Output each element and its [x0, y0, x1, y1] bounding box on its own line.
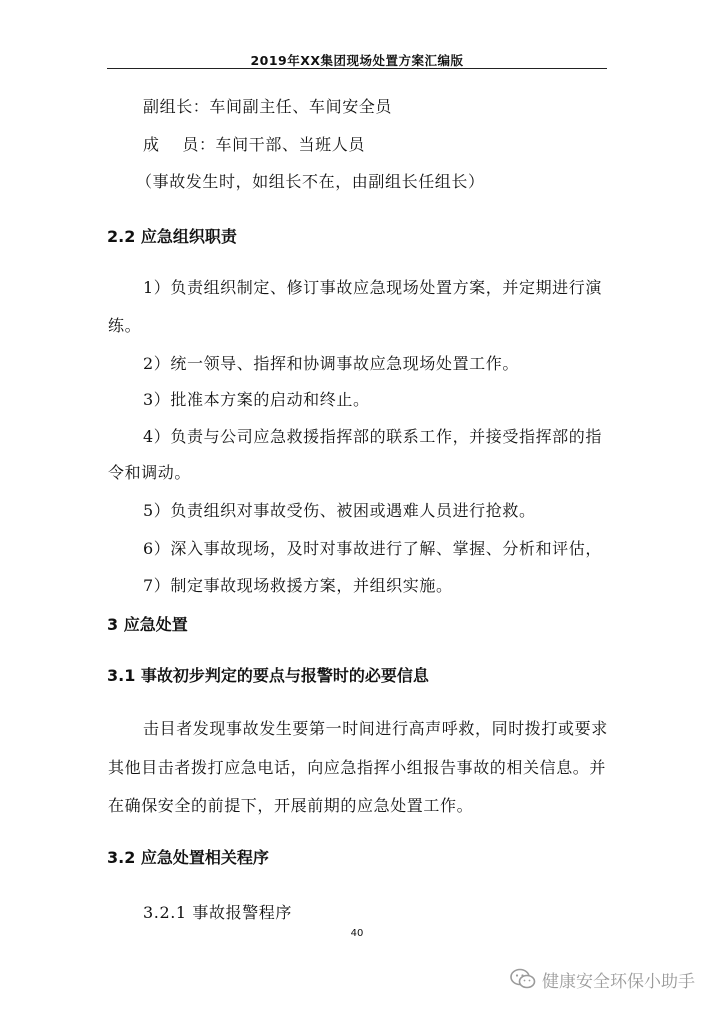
paragraph-line: 在确保安全的前提下，开展前期的应急处置工作。	[108, 796, 474, 815]
subsection-3-2-1: 3.2.1 事故报警程序	[143, 903, 292, 922]
watermark	[510, 966, 695, 992]
header-rule	[107, 68, 607, 69]
org-members: 成 员：车间干部、当班人员	[143, 135, 365, 154]
page-number: 40	[350, 928, 364, 939]
watermark-text: 健康安全环保小助手	[542, 971, 695, 992]
page-header-title: 2019年XX集团现场处置方案汇编版	[250, 53, 464, 68]
duty-item: 令和调动。	[108, 463, 192, 482]
duty-item: 7）制定事故现场救援方案，并组织实施。	[143, 576, 453, 595]
org-deputy: 副组长：车间副主任、车间安全员	[143, 97, 393, 116]
wechat-icon	[510, 968, 536, 990]
section-3-1-heading: 3.1 事故初步判定的要点与报警时的必要信息	[107, 666, 429, 685]
paragraph-line: 其他目击者拨打应急电话，向应急指挥小组报告事故的相关信息。并	[108, 758, 607, 777]
duty-item: 练。	[108, 316, 142, 335]
duty-item: 2）统一领导、指挥和协调事故应急现场处置工作。	[143, 354, 519, 373]
section-2-2-heading: 2.2 应急组织职责	[107, 227, 237, 246]
org-note: （事故发生时，如组长不在，由副组长任组长）	[136, 172, 485, 191]
paragraph-line: 击目者发现事故发生要第一时间进行高声呼救，同时拨打或要求	[143, 719, 608, 738]
duty-item: 5）负责组织对事故受伤、被困或遇难人员进行抢救。	[143, 501, 536, 520]
duty-item: 4）负责与公司应急救援指挥部的联系工作，并接受指挥部的指	[143, 427, 602, 446]
duty-item: 6）深入事故现场，及时对事故进行了解、掌握、分析和评估，	[143, 539, 602, 558]
section-3-2-heading: 3.2 应急处置相关程序	[107, 848, 269, 867]
duty-item: 1）负责组织制定、修订事故应急现场处置方案，并定期进行演	[143, 278, 602, 297]
section-3-heading: 3 应急处置	[107, 615, 188, 634]
duty-item: 3）批准本方案的启动和终止。	[143, 390, 370, 409]
